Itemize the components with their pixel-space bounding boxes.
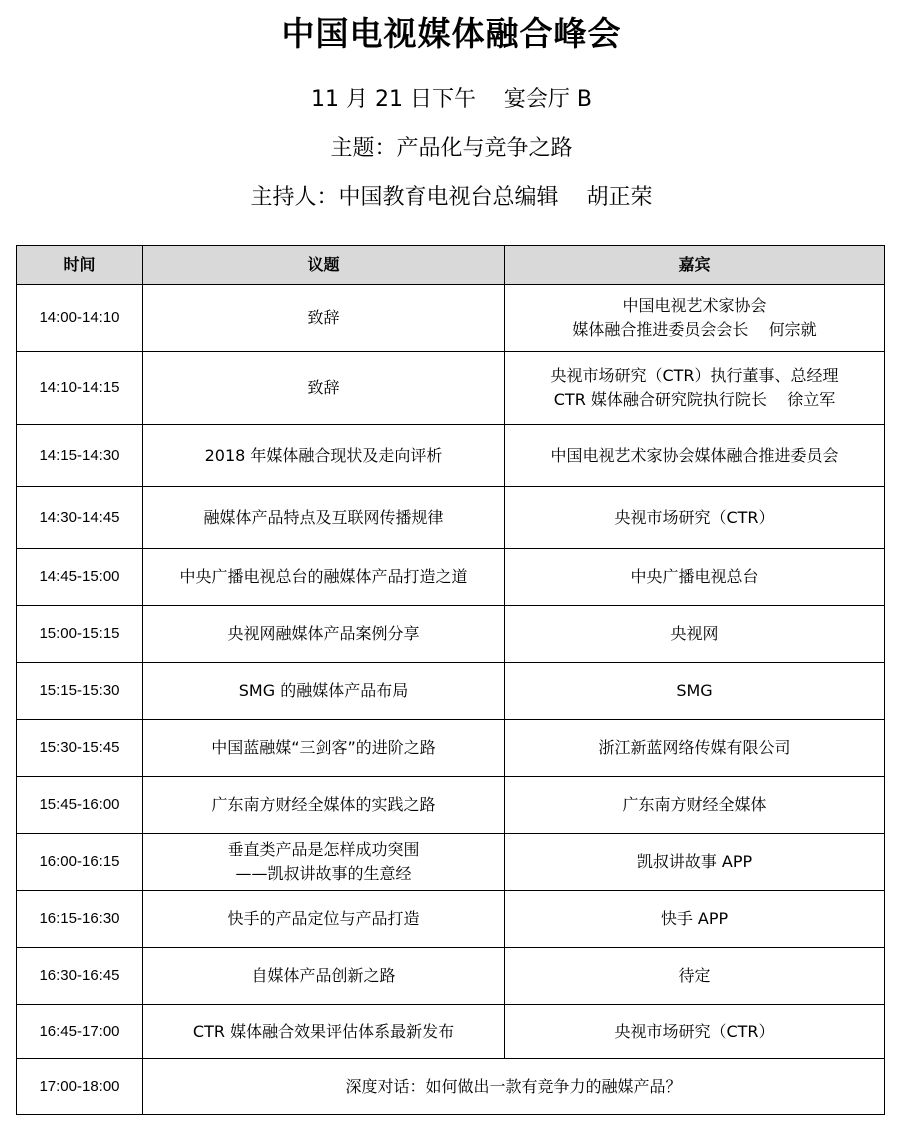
guest-line: 待定	[678, 966, 711, 985]
column-header-time: 时间	[17, 246, 143, 285]
guest-line: CTR 媒体融合研究院执行院长 徐立军	[553, 390, 836, 409]
cell-guest	[505, 663, 885, 720]
table-row	[17, 487, 885, 549]
guest-line: 浙江新蓝网络传媒有限公司	[598, 738, 791, 757]
cell-topic	[143, 948, 505, 1005]
cell-guest	[505, 285, 885, 352]
cell-guest	[505, 549, 885, 606]
cell-guest	[505, 425, 885, 487]
theme-line: 主题：产品化与竞争之路	[330, 136, 573, 161]
cell-topic	[143, 834, 505, 891]
cell-time: 16:45-17:00	[17, 1005, 143, 1059]
guest-line: 央视网	[670, 624, 719, 643]
topic-line: CTR 媒体融合效果评估体系最新发布	[192, 1021, 455, 1041]
cell-time: 14:10-14:15	[17, 352, 143, 425]
cell-time: 15:45-16:00	[17, 777, 143, 834]
topic-line: 2018 年媒体融合现状及走向评析	[204, 445, 443, 465]
guest-line: 中国电视艺术家协会媒体融合推进委员会	[550, 445, 839, 465]
cell-guest	[505, 948, 885, 1005]
cell-guest	[505, 487, 885, 549]
table-row	[17, 948, 885, 1005]
guest-line: 快手 APP	[660, 909, 729, 928]
topic-line: 中央广播电视总台的融媒体产品打造之道	[179, 567, 468, 586]
cell-time: 15:00-15:15	[17, 606, 143, 663]
cell-topic	[143, 285, 505, 352]
column-header-guest: 嘉宾	[505, 246, 885, 285]
cell-topic	[143, 549, 505, 606]
cell-guest	[505, 720, 885, 777]
cell-time: 14:00-14:10	[17, 285, 143, 352]
cell-guest	[505, 352, 885, 425]
cell-topic	[143, 663, 505, 720]
host-line: 主持人：中国教育电视台总编辑 胡正荣	[250, 185, 653, 210]
topic-line: 中国蓝融媒“三剑客”的进阶之路	[211, 738, 436, 757]
cell-time: 15:30-15:45	[17, 720, 143, 777]
table-row	[17, 834, 885, 891]
cell-time: 14:15-14:30	[17, 425, 143, 487]
cell-topic	[143, 777, 505, 834]
topic-line: 广东南方财经全媒体的实践之路	[211, 795, 436, 814]
topic-line: SMG 的融媒体产品布局	[238, 681, 409, 700]
guest-line: 中国电视艺术家协会	[622, 296, 767, 315]
schedule-table	[16, 245, 885, 1115]
topic-line: ——凯叔讲故事的生意经	[235, 864, 412, 883]
table-row	[17, 720, 885, 777]
topic-line: 央视网融媒体产品案例分享	[227, 624, 420, 643]
table-row	[17, 352, 885, 425]
topic-line: 致辞	[307, 308, 340, 327]
cell-topic	[143, 720, 505, 777]
schedule-body	[17, 285, 885, 1115]
table-row	[17, 663, 885, 720]
cell-guest	[505, 834, 885, 891]
topic-line: 垂直类产品是怎样成功突围	[227, 840, 420, 859]
guest-line: 广东南方财经全媒体	[622, 795, 767, 814]
cell-topic	[143, 425, 505, 487]
cell-topic	[143, 606, 505, 663]
cell-guest	[505, 777, 885, 834]
table-row	[17, 425, 885, 487]
guest-line: SMG	[676, 681, 713, 700]
cell-topic	[143, 1005, 505, 1059]
cell-guest	[505, 606, 885, 663]
guest-line: 央视市场研究（CTR）	[614, 507, 775, 527]
guest-line: 媒体融合推进委员会会长 何宗就	[572, 320, 817, 339]
guest-line: 央视市场研究（CTR）执行董事、总经理	[550, 366, 839, 385]
table-row	[17, 606, 885, 663]
cell-guest	[505, 891, 885, 948]
cell-topic	[143, 352, 505, 425]
topic-line: 自媒体产品创新之路	[251, 966, 396, 985]
table-header-row	[17, 246, 885, 285]
cell-dialogue: 深度对话：如何做出一款有竞争力的融媒产品？	[143, 1059, 885, 1115]
datetime-venue: 11 月 21 日下午 宴会厅 B	[310, 87, 593, 112]
cell-guest	[505, 1005, 885, 1059]
cell-time: 16:30-16:45	[17, 948, 143, 1005]
cell-time: 15:15-15:30	[17, 663, 143, 720]
table-row	[17, 285, 885, 352]
table-row-dialogue	[17, 1059, 885, 1115]
column-header-topic: 议题	[143, 246, 505, 285]
table-row	[17, 549, 885, 606]
table-row	[17, 777, 885, 834]
cell-time: 17:00-18:00	[17, 1059, 143, 1115]
cell-time: 14:30-14:45	[17, 487, 143, 549]
table-row	[17, 1005, 885, 1059]
cell-time: 16:00-16:15	[17, 834, 143, 891]
guest-line: 中央广播电视总台	[630, 567, 759, 586]
guest-line: 凯叔讲故事 APP	[636, 852, 753, 871]
cell-topic	[143, 891, 505, 948]
topic-line: 致辞	[307, 378, 340, 397]
page-title: 中国电视媒体融合峰会	[281, 14, 622, 53]
topic-line: 融媒体产品特点及互联网传播规律	[203, 507, 444, 527]
guest-line: 央视市场研究（CTR）	[614, 1021, 775, 1041]
cell-topic	[143, 487, 505, 549]
cell-time: 14:45-15:00	[17, 549, 143, 606]
table-row	[17, 891, 885, 948]
cell-time: 16:15-16:30	[17, 891, 143, 948]
topic-line: 快手的产品定位与产品打造	[227, 909, 420, 928]
